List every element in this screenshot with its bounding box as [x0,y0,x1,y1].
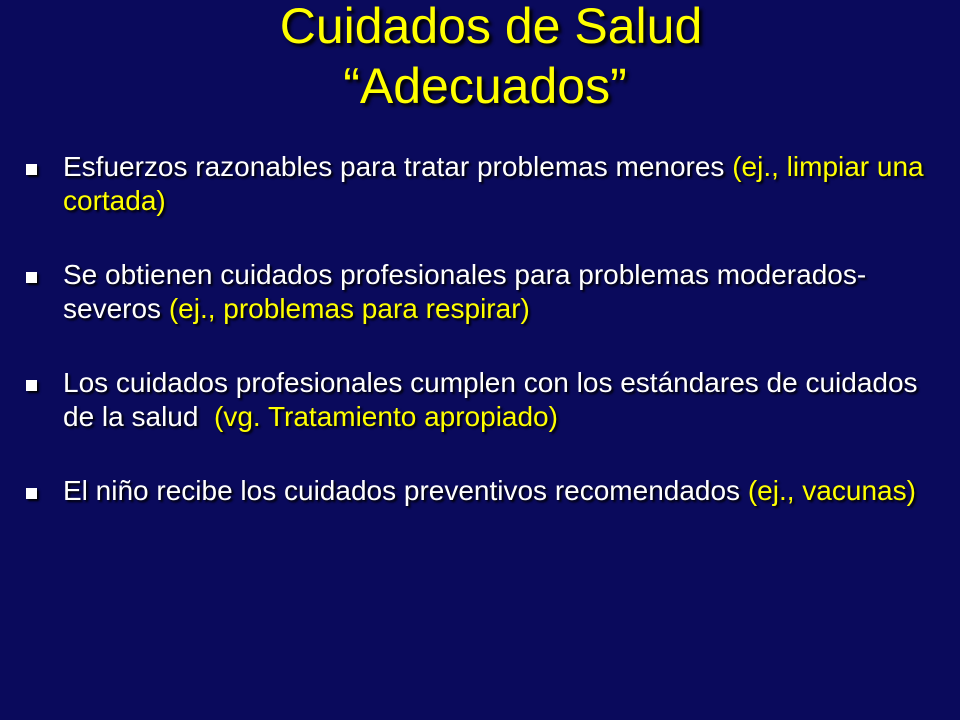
square-bullet-icon [26,380,37,391]
bullet-text: Se obtienen cuidados profesionales para problemas moderados-severos [63,259,867,324]
bullet-item [26,366,926,434]
bullet-example: (ej., vacunas) [747,475,916,506]
bullet-example: (ej., limpiar una cortada) [63,151,924,216]
slide-title-line1: Cuidados de Salud [279,0,703,54]
square-bullet-icon [26,272,37,283]
slide-title-line2: “Adecuados” [343,58,627,114]
bullet-text: Los cuidados profesionales cumplen con los estándares de cuidados de la salud [63,367,926,432]
bullet-list [26,150,926,548]
square-bullet-icon [26,488,37,499]
bullet-item [26,474,926,508]
slide-title [0,0,960,116]
bullet-example: (vg. Tratamiento apropiado) [214,401,558,432]
bullet-item [26,150,926,218]
bullet-text: El niño recibe los cuidados preventivos recomendados [63,475,748,506]
bullet-example: (ej., problemas para respirar) [168,293,530,324]
bullet-item [26,258,926,326]
square-bullet-icon [26,164,37,175]
bullet-text: Esfuerzos razonables para tratar problemas menores [63,151,733,182]
